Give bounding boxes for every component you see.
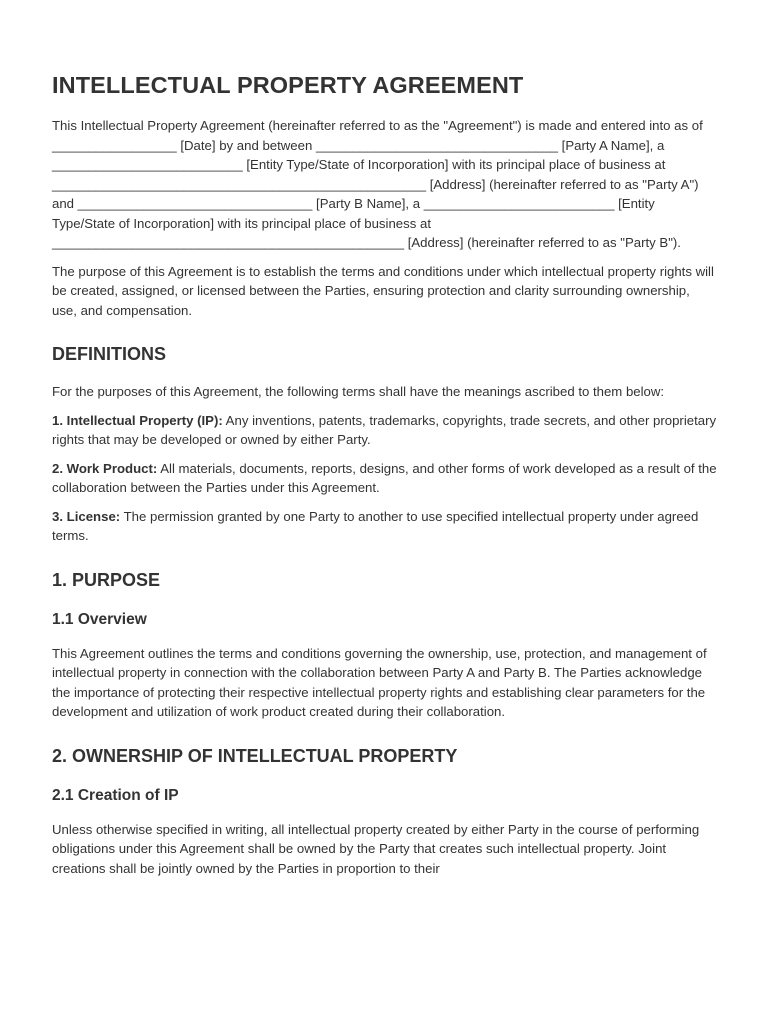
section-1-1-heading: 1.1 Overview [52, 610, 147, 628]
definition-term: 2. Work Product: [52, 460, 158, 476]
document-title: INTELLECTUAL PROPERTY AGREEMENT [52, 72, 524, 98]
definitions-heading: DEFINITIONS [52, 344, 167, 364]
section-2-1-heading: 2.1 Creation of IP [52, 786, 179, 804]
definition-item [52, 459, 718, 498]
definition-term: 3. License: [52, 508, 121, 524]
purpose-paragraph: The purpose of this Agreement is to establish the terms and conditions under which intellectual property rights will be created, assigned, or licensed between the Parties, ensuring protection and clarity surrounding ownership, use, and compensation. [52, 263, 714, 318]
definition-term: 1. Intellectual Property (IP): [52, 412, 223, 428]
definition-text: Any inventions, patents, trademarks, copyrights, trade secrets, and other proprietary rights that may be developed or owned by either Party. [52, 412, 717, 447]
section-2-heading: 2. OWNERSHIP OF INTELLECTUAL PROPERTY [52, 745, 458, 766]
section-2-1-paragraph: Unless otherwise specified in writing, all intellectual property created by either Party in the course of performing obligations under this Agreement shall be owned by the Party that creates such intellectual property. Joint creations shall be jointly owned by the Parties in proportion to their [52, 821, 700, 876]
definitions-intro: For the purposes of this Agreement, the following terms shall have the meanings ascribed to them below: [52, 384, 665, 399]
definition-item [52, 411, 718, 450]
definition-text: All materials, documents, reports, designs, and other forms of work developed as a result of the collaboration between the Parties under this Agreement. [52, 460, 717, 495]
section-1-1-paragraph: This Agreement outlines the terms and conditions governing the ownership, use, protection, and management of intellectual property in connection with the collaboration between Party A and Party B. The Parties acknowledge the importance of protecting their respective intellectual property rights and establishing clear parameters for the development and utilization of work product created during their collaboration. [52, 645, 707, 719]
definition-item [52, 507, 718, 546]
definition-text: The permission granted by one Party to another to use specified intellectual property under agreed terms. [52, 508, 699, 543]
section-1-heading: 1. PURPOSE [52, 569, 161, 590]
intro-paragraph: This Intellectual Property Agreement (hereinafter referred to as the "Agreement") is made and entered into as of _________________ [Date] by and between _________________________________ [Party A Name], a __________________________ [Entity Type/State of Incorporation] with its principal place of business at ___________________________________________________ [Address] (hereinafter referred to as "Party A") and ________________________________ [Party B Name], a __________________________ [Entity Type/State of Incorporation] with its principal place of business at ________________________________________________ [Address] (hereinafter referred to as "Party B"). [52, 118, 703, 250]
